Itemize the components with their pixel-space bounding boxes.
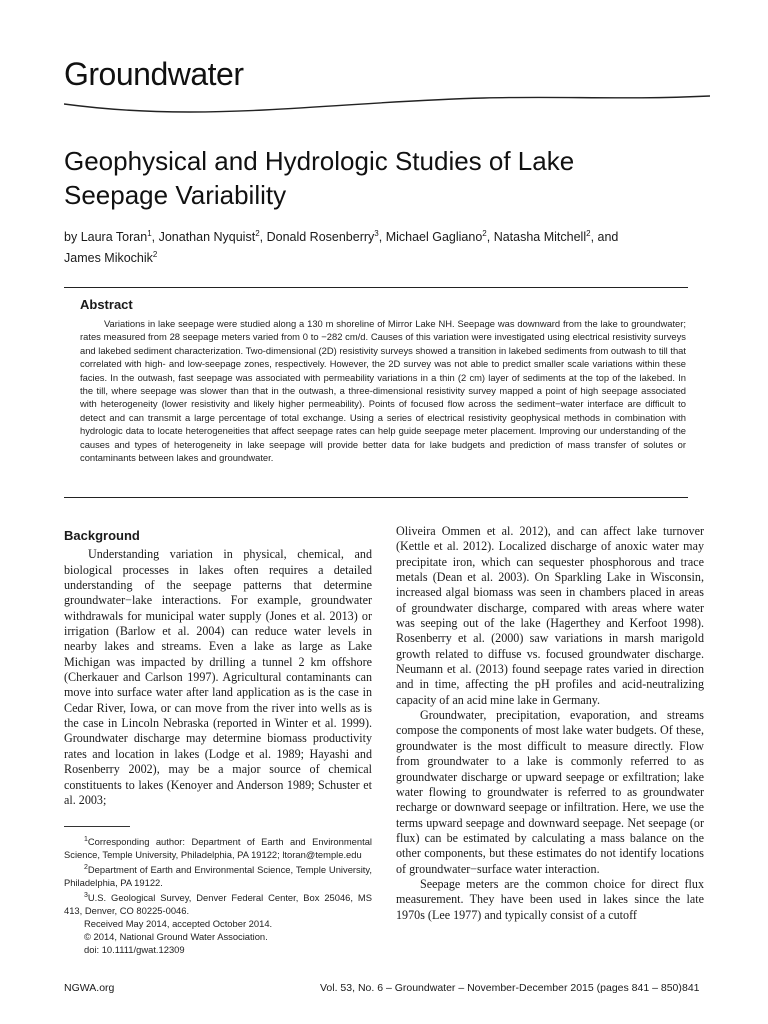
journal-name: Groundwater	[64, 56, 244, 92]
footnote-1: $^1$Corresponding author: Department of Earth and Environmental Science, Temple University, Philadelphia, PA 19122; ltoran@temple.edu	[64, 836, 372, 861]
abstract-top-rule	[64, 287, 688, 288]
footnote-2: $^2$Department of Earth and Environmental Science, Temple University, Philadelphia, PA 19122.	[64, 864, 372, 889]
authors-prefix: by	[64, 230, 78, 245]
body-paragraph: Groundwater, precipitation, evaporation, and streams compose the components of most lake water budgets. Of these, groundwater is the most difficult to measure directly. Flow from groundwater to a lake is commonly referred to as groundwater discharge or upward seepage or exfiltration; lake water flowing to groundwater is referred to as groundwater recharge or downward seepage or infiltration. Here, we use the terms upward seepage and downward seepage. Net seepage (or flux) can be estimated by calculating a mass balance on the other components, but these estimates do not identify locations of groundwater−surface water interaction.	[396, 708, 704, 876]
article-title: Geophysical and Hydrologic Studies of Lake Seepage Variability	[64, 146, 575, 210]
body-paragraph: Understanding variation in physical, chemical, and biological processes in lakes often requires a detailed understanding of the seepage patterns that determine groundwater−lake interactions. For example, groundwater withdrawals for municipal water supply (Jones et al. 2013) or irrigation (Barlow et al. 2004) can reduce water levels in nearby lakes and streams. Even a lake as large as Lake Michigan was impacted by drilling a tunnel 2 km offshore (Cherkauer and Carlson 1997). Agricultural contaminants can move into surface water after land application as is the case in Cedar River, Iowa, or can move from the river into wells as is the case in Lincoln Nebraska (reported in Winter et al. 1999). Groundwater discharge may determine biomass productivity rates and location in lakes (Lodge et al. 1989; Hayashi and Rosenberry 2002), may be a major source of chemical constituents to lakes (Kenoyer and Anderson 1989; Schuster et al. 2003;	[64, 547, 372, 807]
footnote-rule	[64, 826, 130, 827]
author-name: Donald Rosenberry	[266, 230, 375, 245]
page-number: 841	[682, 982, 700, 994]
author-name: James Mikochik	[64, 251, 153, 266]
left-column	[64, 528, 372, 808]
right-column	[396, 524, 704, 923]
footnote-3: $^3$U.S. Geological Survey, Denver Federal Center, Box 25046, MS 413, Denver, CO 80225-0046.	[64, 892, 372, 917]
author-name: Jonathan Nyquist	[158, 230, 256, 245]
copyright-notice: © 2014, National Ground Water Association.	[84, 931, 268, 943]
author-name: Michael Gagliano	[385, 230, 483, 245]
journal-header-wave-line	[64, 92, 710, 114]
author-list: by Laura Toran$^1$, Jonathan Nyquist$^2$, Donald Rosenberry$^3$, Michael Gagliano$^2$, Natasha Mitchell$^2$, and James Mikochik$^2$	[64, 229, 619, 266]
body-paragraph: Seepage meters are the common choice for direct flux measurement. They have been used in lakes since the late 1970s (Lee 1977) and typically consist of a cutoff	[396, 876, 704, 922]
abstract-heading: Abstract	[80, 297, 133, 312]
section-heading-background: Background	[64, 528, 140, 543]
received-dates: Received May 2014, accepted October 2014.	[84, 918, 273, 930]
footer-citation: Vol. 53, No. 6 – Groundwater – November-December 2015 (pages 841 – 850)	[320, 982, 682, 994]
abstract-text: Variations in lake seepage were studied along a 130 m shoreline of Mirror Lake NH. Seepage was downward from the lake to groundwater; rates measured from 28 seepage meters varied from 0 to −282 cm/d. Causes of this variation were investigated using electrical resistivity surveys and lakebed sediment characterization. Two-dimensional (2D) resistivity surveys showed a transition in lakebed sediments from outwash to till that correlated with high- and low-seepage zones, respectively. However, the 2D survey was not able to predict smaller scale variations within these facies. In the outwash, fast seepage was associated with permeability variations in a thin (2 cm) layer of sediments at the top of the lakebed. In the till, where seepage was slower than that in the outwash, a three-dimensional resistivity survey mapped a point of high seepage associated with heterogeneity (lower resistivity and likely higher permeability). Points of focused flow across the sediment−water interface are difficult to detect and can transmit a large percentage of total exchange. Using a series of electrical resistivity geophysical methods in combination with hydrologic data to locate heterogeneities that affect seepage rates can help guide seepage meter placement. Improving our understanding of the causes and types of heterogeneity in lake seepage will provide better data for lake budgets and prediction of mass transfer of solutes or contaminants between lakes and groundwater.	[80, 318, 686, 464]
body-paragraph: Oliveira Ommen et al. 2012), and can affect lake turnover (Kettle et al. 2012). Localized discharge of anoxic water may precipitate iron, which can sequester phosphorous and trace metals (Dean et al. 2003). On Sparkling Lake in Wisconsin, increased algal biomass was seen in chambers placed in areas of groundwater discharge, compared with areas where water was seeping out of the lake (Hagerthey and Kerfoot 1998). Rosenberry et al. (2000) saw variations in marsh marigold growth related to diffuse vs. focused groundwater discharge. Neumann et al. (2013) found seepage rates varied in direction and in time, affecting the pH profiles and acid-neutralizing capacity of an acid mine lake in Germany.	[396, 524, 704, 707]
author-name: Natasha Mitchell	[493, 230, 587, 245]
footnotes	[64, 833, 372, 956]
abstract-bottom-rule	[64, 497, 688, 498]
footer-website: NGWA.org	[64, 982, 115, 994]
author-name: Laura Toran	[80, 230, 148, 245]
doi: doi: 10.1111/gwat.12309	[84, 944, 185, 956]
